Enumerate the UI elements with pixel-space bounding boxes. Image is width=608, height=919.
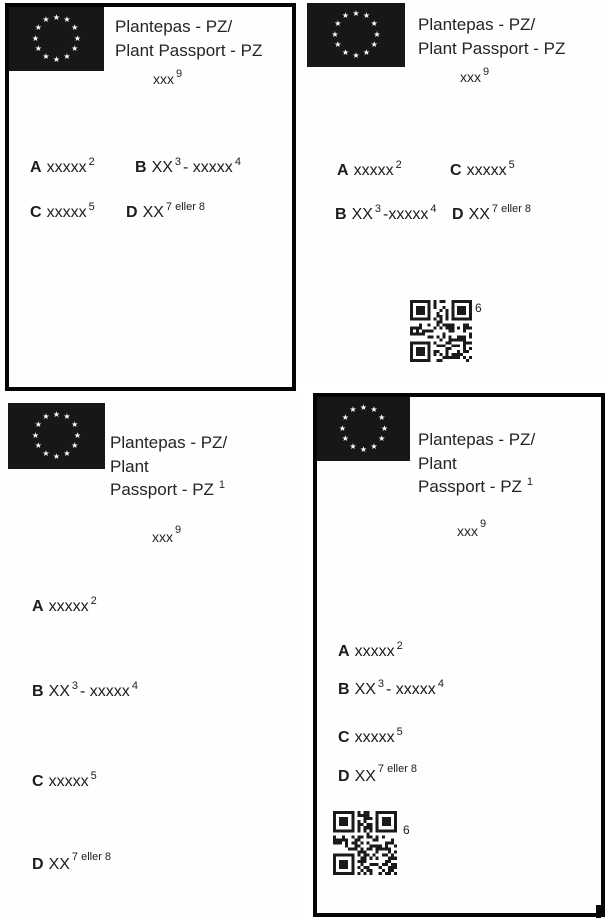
eu-flag — [307, 3, 405, 67]
field-a-value: xxxxx — [48, 598, 89, 615]
field-a-value: xxxxx — [353, 162, 394, 179]
origin-footnote: 9 — [175, 524, 182, 536]
field-d-value: XX — [468, 206, 490, 223]
field-d-footnote: 7 eller 8 — [377, 763, 418, 775]
field-a — [32, 595, 97, 616]
origin-code — [457, 518, 487, 539]
field-b-value2: - xxxxx — [386, 681, 436, 698]
eu-flag-star: ★ — [362, 47, 371, 57]
field-b-letter: B — [335, 206, 347, 223]
field-c-value: xxxxx — [48, 773, 89, 790]
field-d — [452, 203, 532, 224]
field-b-footnote2: 4 — [430, 203, 437, 215]
field-b — [335, 203, 437, 224]
field-b-value2: -xxxxx — [383, 206, 429, 223]
eu-flag-star: ★ — [349, 441, 357, 451]
origin-text: xxx — [153, 71, 174, 87]
eu-flag-star: ★ — [359, 402, 368, 412]
field-d-letter: D — [452, 206, 464, 223]
eu-flag-star: ★ — [378, 413, 386, 422]
passport-title — [115, 15, 262, 62]
field-c — [338, 726, 403, 747]
passport-title-line2: Plant Passport - PZ — [115, 40, 263, 60]
field-b — [338, 678, 444, 699]
field-d — [338, 763, 418, 786]
field-c-letter: C — [338, 729, 350, 746]
field-d-letter: D — [126, 204, 138, 221]
field-d-footnote: 7 eller 8 — [491, 203, 532, 215]
field-c-footnote: 5 — [396, 726, 403, 738]
eu-flag-star: ★ — [71, 441, 79, 450]
field-c-letter: C — [30, 204, 42, 221]
field-b-footnote2: 4 — [131, 680, 138, 692]
field-a-footnote: 2 — [90, 595, 97, 607]
eu-flag-star: ★ — [73, 430, 82, 440]
origin-code — [460, 66, 490, 85]
passport-title-line2: Plant — [110, 456, 149, 476]
eu-flag-star: ★ — [352, 8, 360, 18]
field-c-footnote: 5 — [90, 770, 97, 782]
field-c-footnote: 5 — [88, 201, 95, 213]
passport-title-line3: Passport - PZ $^1$ — [418, 476, 534, 496]
field-a-letter: A — [338, 643, 350, 660]
passport-title-line1: Plantepas - PZ/ — [110, 433, 228, 452]
eu-flag-star: ★ — [34, 23, 42, 32]
field-a-letter: A — [337, 162, 349, 179]
eu-flag-star: ★ — [338, 423, 347, 433]
passport-title-line2: Plant — [418, 453, 457, 473]
origin-text: xxx — [460, 69, 481, 85]
eu-flag-star: ★ — [334, 40, 342, 49]
field-c-value: xxxxx — [46, 204, 87, 221]
origin-text: xxx — [152, 529, 173, 545]
eu-flag-star: ★ — [34, 44, 42, 53]
field-a-footnote: 2 — [395, 159, 402, 171]
eu-flag-star: ★ — [52, 409, 61, 419]
qr-code — [333, 811, 397, 875]
eu-flag-star: ★ — [52, 451, 61, 461]
eu-flag-star: ★ — [341, 47, 350, 57]
field-b-letter: B — [32, 683, 44, 700]
field-d-value: XX — [354, 768, 376, 785]
field-b-footnote: 3 — [71, 680, 79, 692]
origin-footnote: 9 — [483, 66, 490, 78]
field-b-value2: - xxxxx — [80, 683, 130, 700]
eu-flag-star: ★ — [42, 412, 50, 422]
field-a — [337, 159, 402, 180]
origin-text: xxx — [457, 523, 478, 539]
field-b-value: XX — [151, 159, 173, 176]
eu-flag-star: ★ — [352, 50, 360, 60]
eu-flag-star: ★ — [73, 33, 82, 43]
field-a-letter: A — [30, 159, 42, 176]
eu-flag-star: ★ — [31, 430, 40, 440]
eu-flag-star: ★ — [359, 444, 368, 454]
field-a — [338, 640, 403, 661]
eu-flag-star: ★ — [341, 434, 349, 443]
passport-title — [418, 13, 565, 60]
field-d — [32, 851, 112, 874]
qr-footnote: 6 — [403, 823, 410, 837]
eu-flag-star: ★ — [71, 23, 79, 32]
field-c-footnote: 5 — [508, 159, 515, 171]
title-footnote: 1 — [218, 479, 226, 491]
field-c — [30, 201, 95, 222]
field-b-footnote2: 4 — [234, 156, 241, 168]
border-corner-mark — [596, 905, 601, 918]
eu-flag-star: ★ — [373, 29, 381, 39]
passport-title-line2: Plant Passport - PZ — [418, 38, 566, 58]
field-d-letter: D — [32, 856, 44, 873]
field-b — [32, 680, 138, 701]
eu-flag-star: ★ — [31, 33, 40, 43]
passport-title-line1: Plantepas - PZ/ — [418, 430, 536, 449]
field-b-letter: B — [135, 159, 147, 176]
eu-flag-star: ★ — [34, 420, 42, 429]
field-d-letter: D — [338, 768, 350, 785]
passport-title — [418, 428, 535, 502]
eu-flag-star: ★ — [71, 44, 79, 53]
field-a-value: xxxxx — [354, 643, 395, 660]
eu-flag — [317, 397, 410, 461]
plant-passport-label-2 — [303, 3, 603, 383]
eu-flag-star: ★ — [63, 15, 71, 25]
eu-flag-star: ★ — [52, 12, 61, 22]
eu-flag-star: ★ — [362, 11, 371, 21]
eu-flag — [9, 7, 104, 71]
plant-passport-label-4 — [313, 393, 605, 917]
origin-code — [153, 68, 183, 87]
qr-code — [410, 300, 472, 362]
eu-flag-star: ★ — [52, 54, 61, 64]
eu-flag-star: ★ — [380, 423, 389, 433]
field-b-footnote: 3 — [374, 203, 382, 215]
eu-flag-star: ★ — [370, 19, 378, 28]
field-b-footnote2: 4 — [437, 678, 444, 690]
field-b-value2: - xxxxx — [183, 159, 233, 176]
eu-flag-star: ★ — [42, 15, 50, 25]
eu-flag-star: ★ — [63, 412, 71, 422]
field-c — [32, 770, 97, 791]
eu-flag-star: ★ — [378, 434, 386, 443]
field-c-letter: C — [450, 162, 462, 179]
field-d-value: XX — [142, 204, 164, 221]
field-c-letter: C — [32, 773, 44, 790]
passport-title-line3: Passport - PZ $^1$ — [110, 479, 226, 499]
eu-flag-star: ★ — [341, 413, 349, 422]
field-a-letter: A — [32, 598, 44, 615]
eu-flag-star: ★ — [331, 29, 339, 39]
passport-title-line1: Plantepas - PZ/ — [115, 17, 233, 36]
origin-code — [152, 524, 182, 545]
field-d-footnote: 7 eller 8 — [71, 851, 112, 863]
field-b-footnote: 3 — [377, 678, 385, 690]
field-a-footnote: 2 — [88, 156, 95, 168]
eu-flag-star: ★ — [334, 19, 342, 28]
eu-flag-star: ★ — [349, 405, 357, 415]
eu-flag-star: ★ — [341, 11, 350, 21]
qr-footnote: 6 — [475, 301, 482, 315]
eu-flag-star: ★ — [71, 420, 79, 429]
origin-footnote: 9 — [480, 518, 487, 530]
field-d-footnote: 7 eller 8 — [165, 201, 206, 213]
field-b-footnote: 3 — [174, 156, 182, 168]
plant-passport-label-1 — [5, 3, 296, 391]
field-d-value: XX — [48, 856, 70, 873]
eu-flag — [8, 403, 105, 469]
field-a-value: xxxxx — [46, 159, 87, 176]
eu-flag-star: ★ — [42, 448, 50, 458]
eu-flag-star: ★ — [370, 405, 378, 415]
field-d — [126, 201, 206, 222]
eu-flag-star: ★ — [42, 51, 50, 61]
field-b-value: XX — [354, 681, 376, 698]
field-c-value: xxxxx — [466, 162, 507, 179]
eu-flag-star: ★ — [370, 441, 378, 451]
eu-flag-star: ★ — [370, 40, 378, 49]
passport-title-line1: Plantepas - PZ/ — [418, 15, 536, 34]
field-b-value: XX — [48, 683, 70, 700]
title-footnote: 1 — [526, 476, 534, 488]
eu-flag-star: ★ — [63, 51, 71, 61]
eu-flag-star: ★ — [34, 441, 42, 450]
field-b — [135, 156, 241, 177]
eu-flag-star: ★ — [63, 448, 71, 458]
field-c — [450, 159, 515, 180]
field-b-value: XX — [351, 206, 373, 223]
origin-footnote: 9 — [176, 68, 183, 80]
field-b-letter: B — [338, 681, 350, 698]
field-a-footnote: 2 — [396, 640, 403, 652]
field-a — [30, 156, 95, 177]
field-c-value: xxxxx — [354, 729, 395, 746]
plant-passport-label-3 — [5, 395, 300, 919]
passport-title — [110, 431, 227, 505]
